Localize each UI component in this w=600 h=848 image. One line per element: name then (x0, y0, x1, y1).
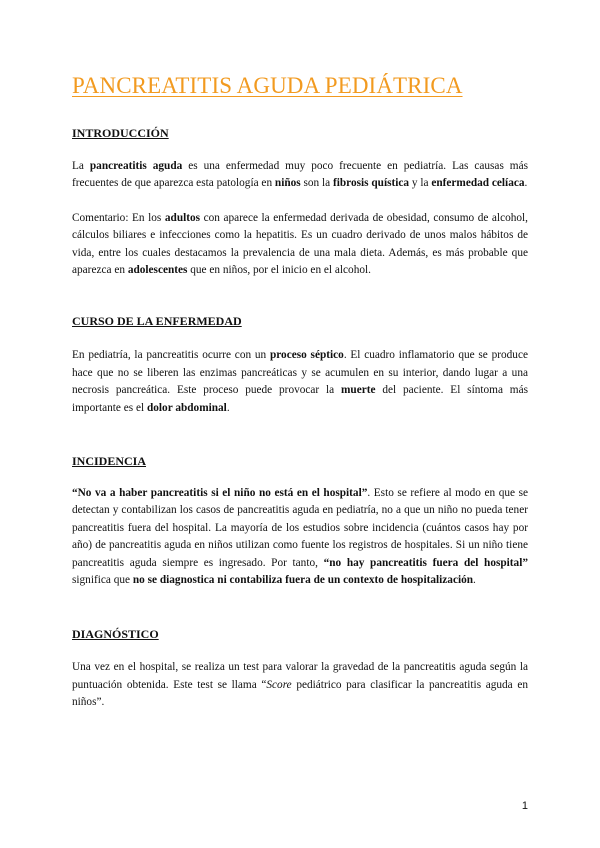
paragraph-intro-1 (72, 158, 528, 193)
bold-term: pancreatitis aguda (89, 159, 183, 172)
text-run: . El cuadro inflamatorio que se produce hace que no se liberen las enzimas pancreáticas y se acumulen en su interior, dando lugar a una necrosis pancreática. Este proceso puede provocar la (72, 349, 528, 397)
text-run: . (524, 177, 528, 190)
bold-term: “no hay pancreatitis fuera del hospital” (323, 556, 528, 569)
text-run: . (226, 401, 230, 414)
bold-term: enfermedad celíaca (431, 177, 525, 190)
text-run: que en niños, por el inicio en el alcohol. (187, 264, 371, 277)
text-run: Una vez en el hospital, se realiza un test para valorar la gravedad de la pancreatitis aguda según la puntuación obtenida. Este test se llama “ (72, 661, 528, 691)
page-title: PANCREATITIS AGUDA PEDIÁTRICA (72, 73, 463, 98)
text-run: pediátrico para clasificar la pancreatitis aguda en niños”. (72, 678, 528, 709)
italic-term: Score (266, 678, 292, 691)
text-run: . Esto se refiere al modo en que se detectan y contabilizan los casos de pancreatitis aguda en pediatría, no a que un niño no pueda tener pancreatitis fuera del hospital. La mayoría de los estudios sobre incidencia (cuántos casos hay por año) de pancreatitis aguda en niños utilizan como fuente los registros de hospitales. Si un niño tiene pancreatitis aguda siempre es ingresado. Por tanto, (72, 486, 528, 569)
section-heading-incidencia: INCIDENCIA (72, 454, 147, 469)
bold-term: no se diagnostica ni contabiliza fuera de un contexto de hospitalización (132, 574, 474, 587)
bold-term: niños (274, 177, 301, 190)
paragraph-diagnostico (72, 659, 528, 712)
bold-term: adultos (164, 211, 201, 224)
text-run: . (473, 574, 476, 587)
text-run: En pediatría, la pancreatitis ocurre con un (72, 349, 270, 362)
bold-term: adolescentes (127, 264, 188, 277)
document-page (72, 72, 528, 712)
text-run: son la (300, 177, 333, 190)
text-run: es una enfermedad muy poco frecuente en pediatría. Las causas más frecuentes de que aparezca esta patología en (72, 159, 529, 190)
text-run: Comentario: En los (72, 211, 165, 224)
bold-term: “No va a haber pancreatitis si el niño no está en el hospital” (72, 486, 368, 499)
paragraph-incidencia (72, 485, 528, 590)
bold-term: muerte (341, 384, 376, 397)
bold-term: dolor abdominal (146, 401, 227, 414)
bold-term: fibrosis quística (333, 177, 410, 190)
bold-term: proceso séptico (269, 349, 344, 362)
section-heading-diagnostico: DIAGNÓSTICO (72, 626, 159, 641)
text-run: del paciente. El síntoma más importante es el (72, 384, 528, 414)
section-heading-introduccion: INTRODUCCIÓN (72, 125, 169, 140)
text-run: y la (409, 177, 432, 190)
paragraph-intro-comentario (72, 210, 528, 280)
text-run: significa que (72, 574, 133, 587)
section-heading-curso: CURSO DE LA ENFERMEDAD (72, 313, 242, 328)
page-number: 1 (521, 800, 528, 812)
text-run: con aparece la enfermedad derivada de obesidad, consumo de alcohol, cálculos biliares e infecciones como la hepatitis. Es un cuadro derivado de unos malos hábitos de vida, entre los cuales destacamos la prevalencia de una mala dieta. Además, es más probable que aparezca en (72, 211, 528, 277)
paragraph-curso (72, 347, 528, 417)
text-run: La (72, 159, 90, 172)
